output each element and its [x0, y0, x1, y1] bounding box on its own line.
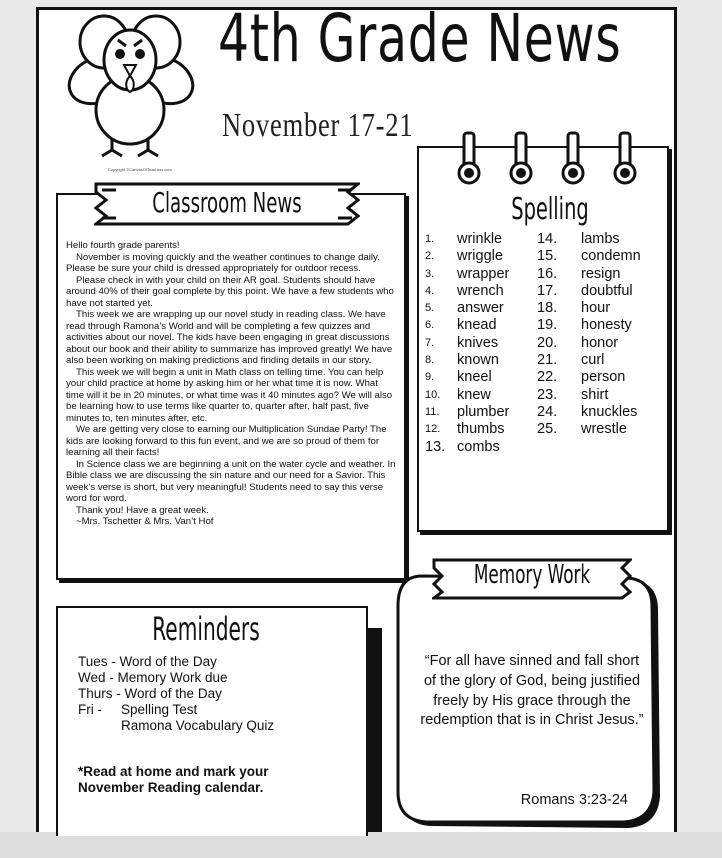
memory-work-heading: Memory Work [473, 560, 591, 590]
spelling-word: 18. hour [537, 300, 611, 317]
spelling-list-left [425, 231, 509, 456]
spelling-word: 20. honor [537, 334, 619, 351]
binder-ring-icon [456, 131, 482, 185]
spelling-word: 5. answer [425, 300, 504, 317]
spelling-word: 7. knives [425, 334, 499, 351]
reminder-item: Fri - Spelling Test [78, 702, 198, 717]
news-paragraph: This week we will begin a unit in Math class on telling time. You can help your child practice at home by asking him or her what time it is now. What time will it be in 20 minutes, or what time was it 40 minutes ago? We will also be learning how to use terms like quarter to, quarter after, half past, five minutes to, ten minutes after, etc. [66, 366, 393, 424]
spelling-word: 11. plumber [425, 403, 510, 420]
spelling-list-right [537, 231, 641, 439]
reminders-list [78, 654, 274, 734]
binder-ring-icon [508, 131, 534, 185]
spelling-word: 3. wrapper [425, 265, 510, 282]
reading-note: *Read at home and mark your November Reading calendar. [78, 764, 269, 795]
news-paragraph: November is moving quickly and the weather continues to change daily. Please be sure your child is dressed appropriately for outdoor recess. [66, 251, 380, 274]
reminder-item: Thurs - Word of the Day [78, 686, 222, 701]
spelling-word: 15. condemn [537, 248, 641, 265]
spelling-word: 14. lambs [537, 231, 620, 247]
news-paragraph: Thank you! Have a great week. [76, 504, 209, 516]
news-paragraph: We are getting very close to earning our Multiplication Sundae Party! The kids are looking forward to this fun event, and we are so proud of them for learning all their facts! [66, 424, 387, 458]
copyright-note: Copyright ©CanvasOfTeachers.com [108, 167, 172, 172]
reminder-item: Ramona Vocabulary Quiz [121, 718, 275, 733]
spelling-word: 4. wrench [425, 282, 504, 299]
binder-ring-icon [560, 131, 586, 185]
page-title: 4th Grade News [218, 0, 622, 77]
spelling-word: 22. person [537, 369, 626, 386]
spelling-word: 17. doubtful [537, 282, 633, 299]
news-paragraph: In Science class we are beginning a unit on the water cycle and weather. In Bible class we are discussing the sin nature and our need for a Savior. This week’s verse is short, but very meaningful! Students need to say this verse word for word. [66, 458, 396, 504]
date-range: November 17-21 [222, 107, 414, 144]
spelling-word: 10. knew [425, 386, 491, 403]
memory-verse: “For all have sinned and fall short of the glory of God, being justified freely by His grace through the redemption that is in Christ Jesus.” [420, 653, 644, 729]
spelling-word: 13. combs [425, 438, 500, 455]
news-signature: ~Mrs. Tschetter & Mrs. Van’t Hof [76, 516, 214, 527]
spelling-word: 1. wrinkle [425, 231, 503, 247]
news-paragraph: Please check in with your child on their AR goal. Students should have around 40% of their goal complete by this point. We have a few students who have not started yet. [66, 274, 394, 309]
spelling-word: 23. shirt [537, 386, 609, 403]
classroom-news-text [66, 240, 396, 528]
news-paragraph: This week we are wrapping up our novel study in reading class. We have read through Ramona’s World and will be completing a few quizzes and activities about our novel. The kids have been engaging in great discussions about our book and their ability to summarize has improved greatly! We have also been working on making predictions and finding details in our story. [66, 309, 393, 366]
spelling-word: 25. wrestle [537, 421, 627, 438]
spelling-word: 19. honesty [537, 317, 632, 334]
news-paragraph: Hello fourth grade parents! [66, 240, 180, 251]
spelling-word: 2. wriggle [425, 248, 503, 265]
spelling-word: 8. known [425, 352, 499, 369]
spelling-word: 6. knead [425, 317, 497, 334]
classroom-news-heading: Classroom News [152, 186, 302, 219]
spelling-word: 24. knuckles [537, 403, 638, 420]
spelling-heading: Spelling [511, 192, 589, 227]
spelling-word: 16. resign [537, 265, 621, 282]
reminder-item: Tues - Word of the Day [78, 654, 217, 669]
reminders-shadow [368, 628, 382, 832]
spelling-word: 12. thumbs [425, 421, 505, 438]
binder-ring-icon [612, 131, 638, 185]
spelling-word: 9. kneel [425, 369, 492, 386]
turkey-icon [60, 10, 200, 170]
verse-reference: Romans 3:23-24 [520, 792, 628, 808]
spelling-word: 21. curl [537, 352, 605, 369]
reminder-item: Wed - Memory Work due [78, 670, 228, 685]
reminders-heading: Reminders [152, 610, 260, 648]
